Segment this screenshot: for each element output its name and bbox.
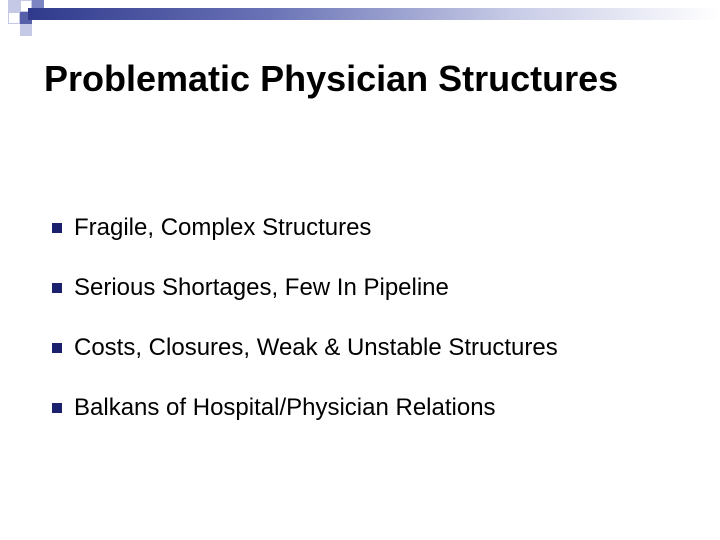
bullet-item [52,328,558,368]
square-bullet-icon [52,403,62,413]
bullet-item [52,388,558,428]
slide-title: Problematic Physician Structures [44,58,619,99]
bullet-text: Serious Shortages, Few In Pipeline [74,274,449,301]
bullet-list [52,208,558,448]
bullet-text: Costs, Closures, Weak & Unstable Structures [74,334,558,361]
decorative-square [20,24,32,36]
square-bullet-icon [52,223,62,233]
bullet-item [52,208,558,248]
square-bullet-icon [52,283,62,293]
bullet-item [52,268,558,308]
decorative-square [8,12,20,24]
decorative-square [8,0,20,12]
bullet-text: Balkans of Hospital/Physician Relations [74,394,496,421]
header-gradient-bar [28,8,720,20]
square-bullet-icon [52,343,62,353]
bullet-text: Fragile, Complex Structures [74,214,372,241]
